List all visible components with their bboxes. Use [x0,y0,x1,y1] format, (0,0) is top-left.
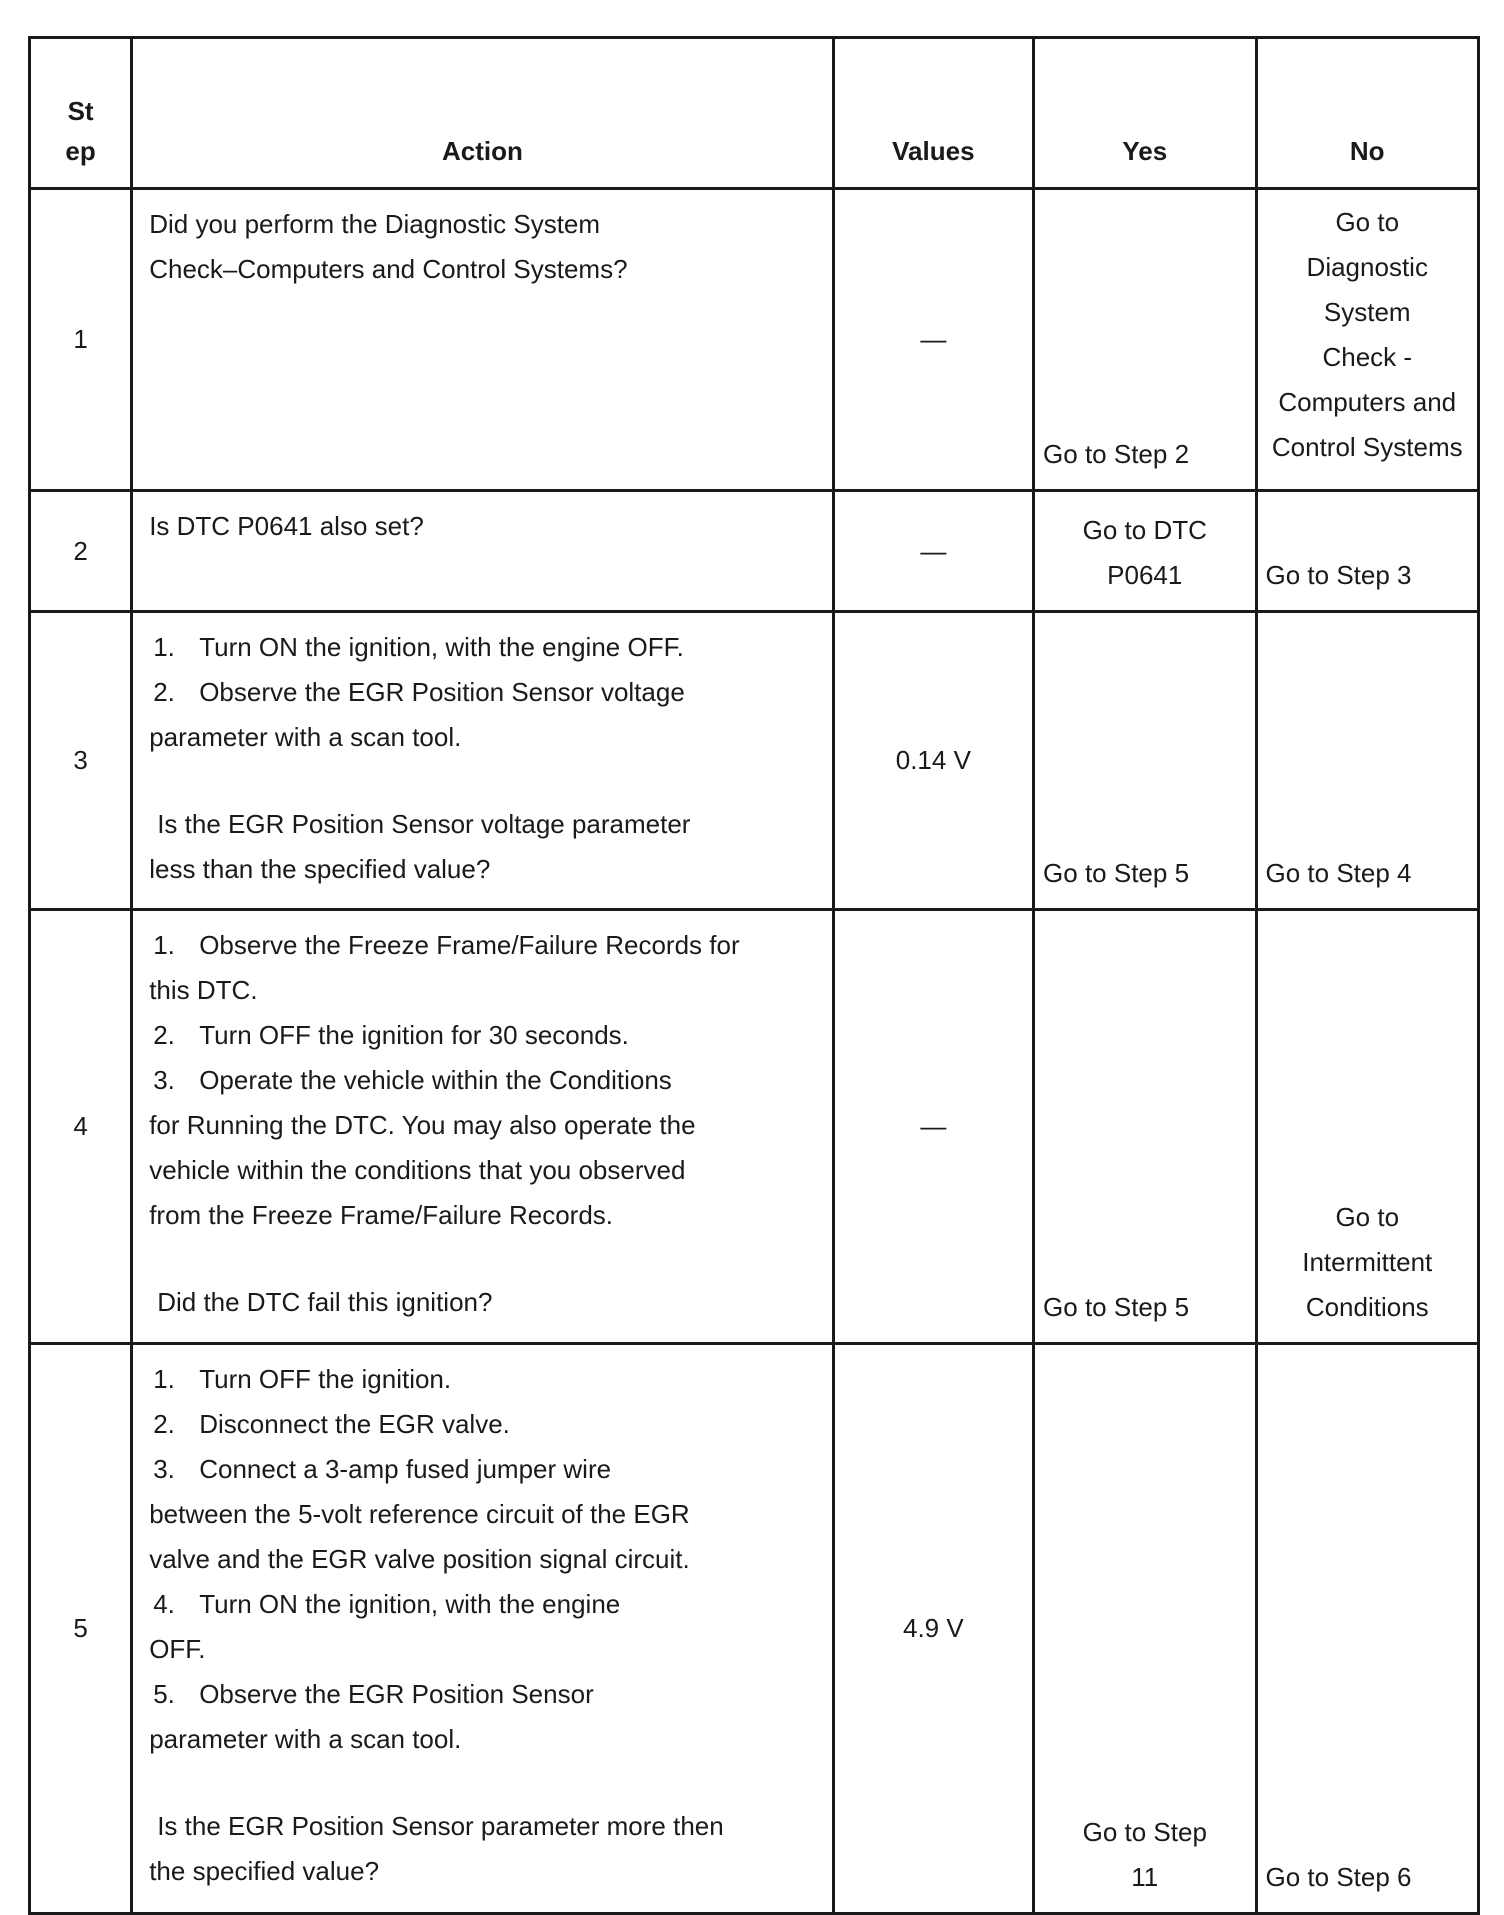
step-number: 4 [30,910,132,1344]
table-row [30,189,1479,491]
yes-cell[interactable]: Go to DTC P0641 [1034,491,1256,612]
table-row [30,491,1479,612]
value-cell: — [833,491,1033,612]
table-row [30,910,1479,1344]
value-cell: — [833,189,1033,491]
step-number: 3 [30,612,132,910]
yes-cell[interactable]: Go to Step 5 [1034,612,1256,910]
value-cell: — [833,910,1033,1344]
table-row [30,612,1479,910]
action-cell: 1. Observe the Freeze Frame/Failure Records for this DTC. 2. Turn OFF the ignition for 30 seconds. 3. Operate the vehicle within the Conditions for Running the DTC. You may also operate the vehicle within the conditions that you observed from the Freeze Frame/Failure Records. Did the DTC fail this ignition? [132,910,833,1344]
action-line: Is DTC P0641 also set? [149,511,424,541]
no-cell[interactable]: Go to Step 4 [1256,612,1479,910]
header-yes: Yes [1034,38,1256,189]
action-cell [132,189,833,491]
header-action: Action [132,38,833,189]
action-step: 1. Observe the Freeze Frame/Failure Records for [153,930,740,960]
action-step: 1. Turn OFF the ignition. [153,1364,452,1394]
no-cell[interactable]: Go to Step 6 [1256,1344,1479,1914]
step-number: 5 [30,1344,132,1914]
header-row [30,38,1479,189]
header-no: No [1256,38,1479,189]
value-cell: 4.9 V [833,1344,1033,1914]
yes-cell[interactable]: Go to Step 5 [1034,910,1256,1344]
action-question: less than the specified value? [149,854,491,884]
action-line: Check–Computers and Control Systems? [149,254,628,284]
diagnostic-table [28,36,1480,1915]
header-values: Values [833,38,1033,189]
action-cell: 1. Turn OFF the ignition. 2. Disconnect the EGR valve. 3. Connect a 3-amp fused jumper wire between the 5-volt reference circuit of the EGR valve and the EGR valve position signal circuit. 4. Turn ON the ignition, with the engine OFF. 5. Observe the EGR Position Sensor parameter with a scan tool. Is the EGR Position Sensor parameter more then the specified value? [132,1344,833,1914]
action-step: 2. Turn OFF the ignition for 30 seconds. [153,1020,629,1050]
no-cell[interactable]: Go to Step 3 [1256,491,1479,612]
no-cell[interactable]: Go to Intermittent Conditions [1256,910,1479,1344]
action-step: 4. Turn ON the ignition, with the engine [153,1589,621,1619]
action-step: 3. Connect a 3-amp fused jumper wire [153,1454,612,1484]
action-step: 2. Observe the EGR Position Sensor voltage [153,677,685,707]
action-question: Is the EGR Position Sensor parameter more then [157,1811,724,1841]
action-question: Did the DTC fail this ignition? [157,1287,493,1317]
yes-cell[interactable]: Go to Step 2 [1034,189,1256,491]
action-step: 1. Turn ON the ignition, with the engine OFF. [153,632,684,662]
action-step: 2. Disconnect the EGR valve. [153,1409,510,1439]
action-line: Did you perform the Diagnostic System [149,209,601,239]
step-number: 1 [30,189,132,491]
value-cell: 0.14 V [833,612,1033,910]
action-cell [132,491,833,612]
action-question: Is the EGR Position Sensor voltage parameter [157,809,691,839]
header-step: St ep [30,38,132,189]
step-number: 2 [30,491,132,612]
action-step: 3. Operate the vehicle within the Conditions [153,1065,672,1095]
no-cell[interactable]: Go to Diagnostic System Check - Computers and Control Systems [1256,189,1479,491]
action-step: 5. Observe the EGR Position Sensor [153,1679,594,1709]
action-question: the specified value? [149,1856,380,1886]
action-cell: 1. Turn ON the ignition, with the engine OFF. 2. Observe the EGR Position Sensor voltage parameter with a scan tool. Is the EGR Position Sensor voltage parameter less than the specified value? [132,612,833,910]
yes-cell[interactable]: Go to Step 11 [1034,1344,1256,1914]
table-row [30,1344,1479,1914]
